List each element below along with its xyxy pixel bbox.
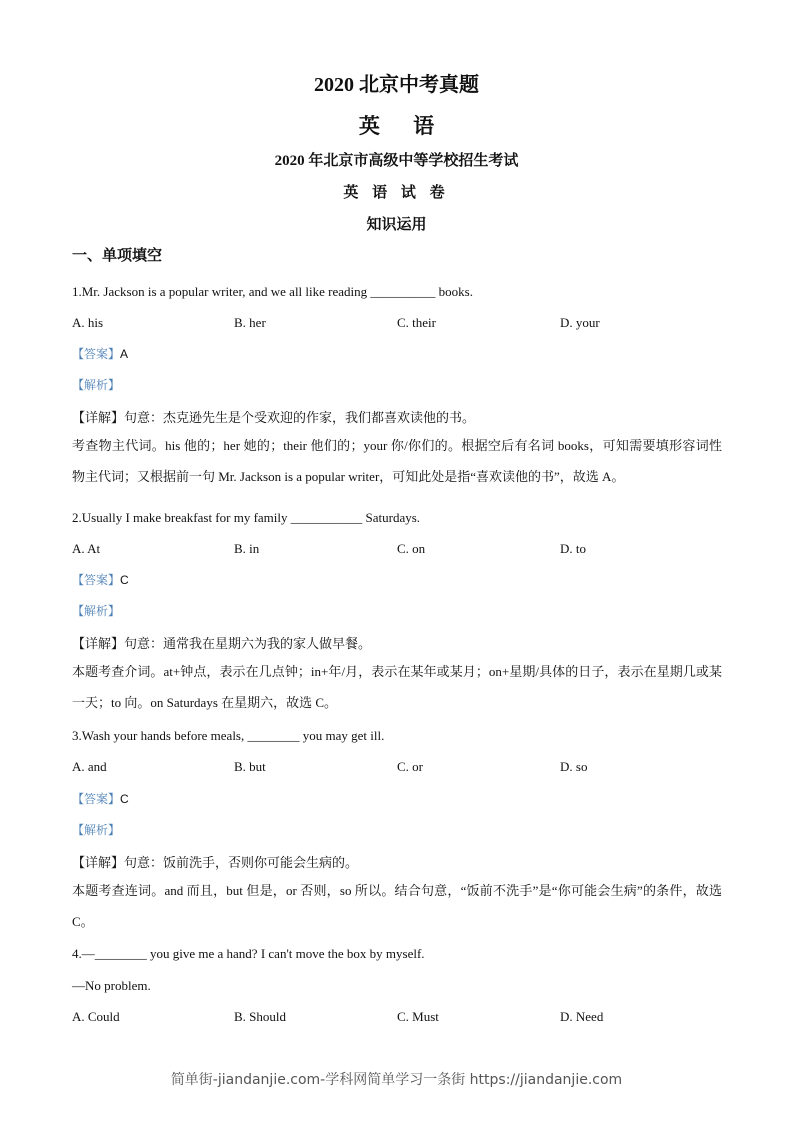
part-name: 知识运用 <box>366 217 427 233</box>
q4-option-b: B. Should <box>234 1009 287 1024</box>
q1-explanation: 考查物主代词。his 他的；her 她的；their 他们的；your 你/你们的。根据空后有名词 books，可知需要填形容词性物主代词；又根据前一句 Mr. Jackson is a popular writer，可知此处是指“喜欢读他的书”，故选 A。 <box>72 438 722 484</box>
q2-option-b: B. in <box>234 541 260 556</box>
answer-label: 【答案】 <box>72 573 121 587</box>
subject-title: 英 语 <box>358 114 449 138</box>
paper-name: 英 语 试 卷 <box>343 185 450 201</box>
q2-analysis-label: 【解析】 <box>72 604 121 618</box>
q1-option-c: C. their <box>397 315 436 330</box>
q2-detail: 【详解】句意：通常我在星期六为我的家人做早餐。 <box>72 636 372 651</box>
section-heading: 一、单项填空 <box>72 248 163 264</box>
q1-analysis-label: 【解析】 <box>72 378 121 392</box>
answer-label: 【答案】 <box>72 792 121 806</box>
answer-value: C <box>120 573 129 587</box>
q3-option-d: D. so <box>560 759 588 774</box>
q3-detail: 【详解】句意：饭前洗手，否则你可能会生病的。 <box>72 855 359 870</box>
q3-option-a: A. and <box>72 759 107 774</box>
q2-answer <box>72 571 129 588</box>
question-4-stem: 4.—________ you give me a hand? I can't move the box by myself. <box>72 946 425 961</box>
question-1-stem: 1.Mr. Jackson is a popular writer, and we all like reading __________ books. <box>72 284 473 299</box>
q3-option-c: C. or <box>397 759 423 774</box>
q1-option-d: D. your <box>560 315 600 330</box>
footer-watermark: 简单街-jiandanjie.com-学科网简单学习一条街 https://jiandanjie.com <box>170 1072 623 1088</box>
q4-option-a: A. Could <box>72 1009 120 1024</box>
q2-option-d: D. to <box>560 541 586 556</box>
q1-option-a: A. his <box>72 315 104 330</box>
answer-value: C <box>120 792 129 806</box>
q2-explanation: 本题考查介词。at+钟点，表示在几点钟；in+年/月，表示在某年或某月；on+星期/具体的日子，表示在星期几或某一天；to 向。on Saturdays 在星期六，故选 C。 <box>72 664 722 710</box>
q1-answer <box>72 345 128 362</box>
question-3-stem: 3.Wash your hands before meals, ________ you may get ill. <box>72 728 385 743</box>
answer-value: A <box>120 347 129 361</box>
q3-answer <box>72 790 129 807</box>
answer-label: 【答案】 <box>72 347 121 361</box>
q3-explanation: 本题考查连词。and 而且，but 但是，or 否则，so 所以。结合句意，“饭前不洗手”是“你可能会生病”的条件，故选 C。 <box>72 883 722 929</box>
question-4-reply: —No problem. <box>72 978 151 993</box>
q1-detail: 【详解】句意：杰克逊先生是个受欢迎的作家，我们都喜欢读他的书。 <box>72 410 476 425</box>
exam-name: 2020 年北京市高级中等学校招生考试 <box>274 153 519 169</box>
page-title: 2020 北京中考真题 <box>314 74 479 96</box>
q4-option-c: C. Must <box>397 1009 439 1024</box>
q3-option-b: B. but <box>234 759 266 774</box>
q2-option-c: C. on <box>397 541 426 556</box>
q1-option-b: B. her <box>234 315 266 330</box>
q4-option-d: D. Need <box>560 1009 604 1024</box>
q3-analysis-label: 【解析】 <box>72 823 121 837</box>
q2-option-a: A. At <box>72 541 101 556</box>
question-2-stem: 2.Usually I make breakfast for my family ___________ Saturdays. <box>72 510 421 525</box>
